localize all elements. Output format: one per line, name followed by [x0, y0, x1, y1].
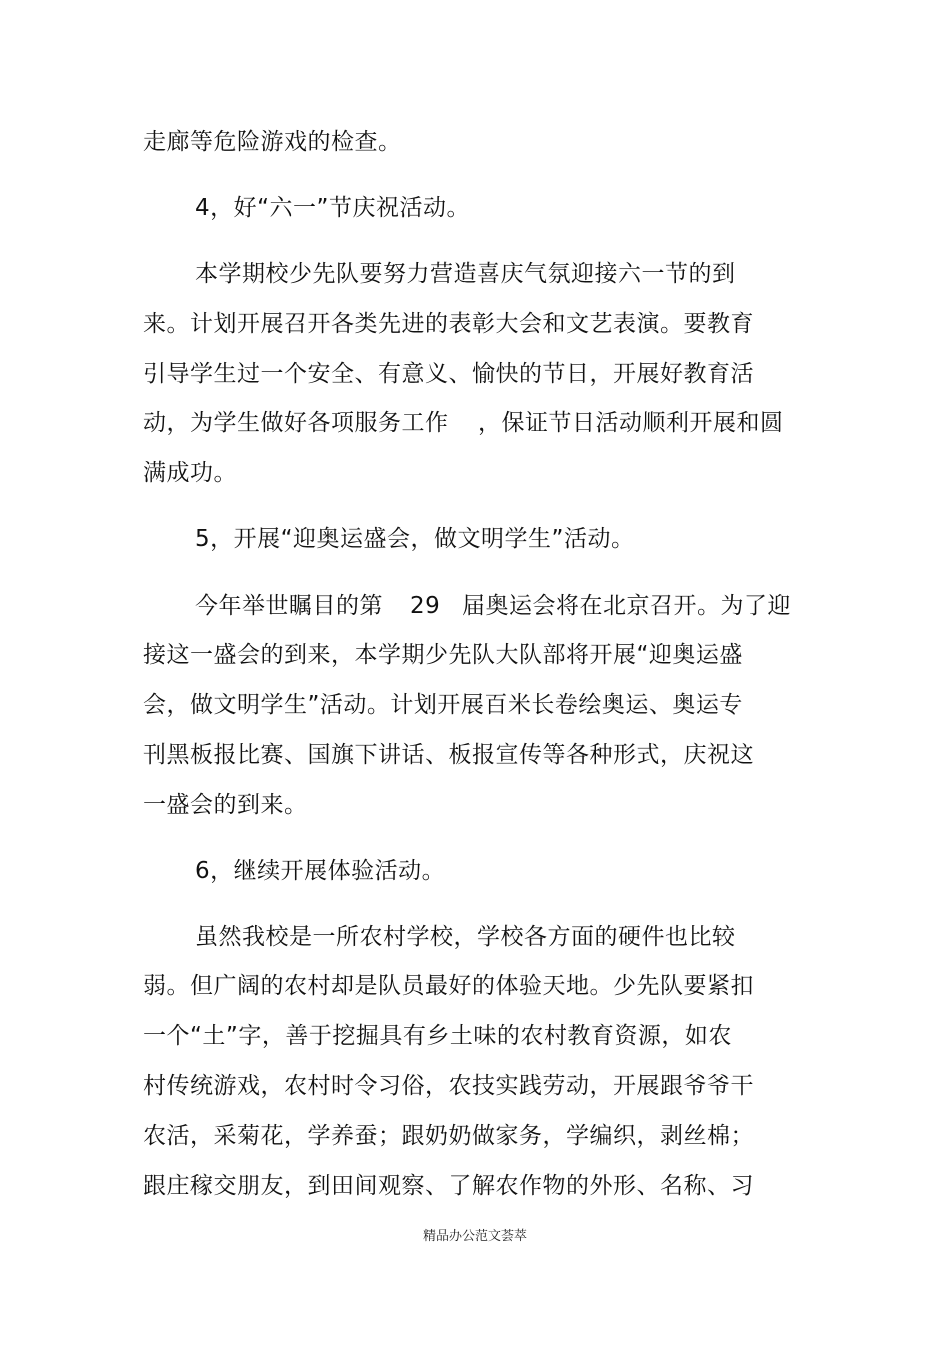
text-line: 届奥运会将在北京召开。为了迎 — [462, 593, 791, 619]
text-line: 跟庄稼交朋友，到田间观察、了解农作物的外形、名称、习 — [143, 1173, 754, 1199]
text-line: 走廊等危险游戏的检查。 — [143, 129, 402, 155]
page-footer: 精品办公范文荟萃 — [422, 1229, 527, 1244]
text-line: 动，为学生做好各项服务工作 — [143, 410, 449, 436]
text-line: 村传统游戏，农村时令习俗，农技实践劳动，开展跟爷爷干 — [143, 1073, 754, 1099]
text-line: 一盛会的到来。 — [143, 792, 308, 818]
text-line: 农活，采菊花，学养蚕；跟奶奶做家务，学编织，剥丝棉； — [143, 1123, 754, 1149]
text-line: 会，做文明学生”活动。计划开展百米长卷绘奥运、奥运专 — [143, 692, 743, 718]
section-heading-5: 5，开展“迎奥运盛会，做文明学生”活动。 — [195, 526, 635, 552]
text-line: 一个“土”字，善于挖掘具有乡土味的农村教育资源，如农 — [143, 1023, 732, 1049]
text-line: 满成功。 — [143, 460, 237, 486]
text-line: 弱。但广阔的农村却是队员最好的体验天地。少先队要紧扣 — [143, 973, 754, 999]
text-line: 引导学生过一个安全、有意义、愉快的节日，开展好教育活 — [143, 361, 754, 387]
text-line: 今年举世瞩目的第 — [195, 593, 383, 619]
section-heading-4: 4，好“六一”节庆祝活动。 — [195, 195, 470, 221]
text-line: 接这一盛会的到来，本学期少先队大队部将开展“迎奥运盛 — [143, 642, 743, 668]
text-line: 来。计划开展召开各类先进的表彰大会和文艺表演。要教育 — [143, 311, 754, 337]
text-line: 29 — [410, 593, 441, 619]
text-line: 虽然我校是一所农村学校，学校各方面的硬件也比较 — [195, 924, 736, 950]
section-heading-6: 6，继续开展体验活动。 — [195, 858, 446, 884]
text-line: 刊黑板报比赛、国旗下讲话、板报宣传等各种形式，庆祝这 — [143, 742, 754, 768]
text-line: ，保证节日活动顺利开展和圆 — [478, 410, 784, 436]
text-line: 本学期校少先队要努力营造喜庆气氛迎接六一节的到 — [195, 261, 736, 287]
